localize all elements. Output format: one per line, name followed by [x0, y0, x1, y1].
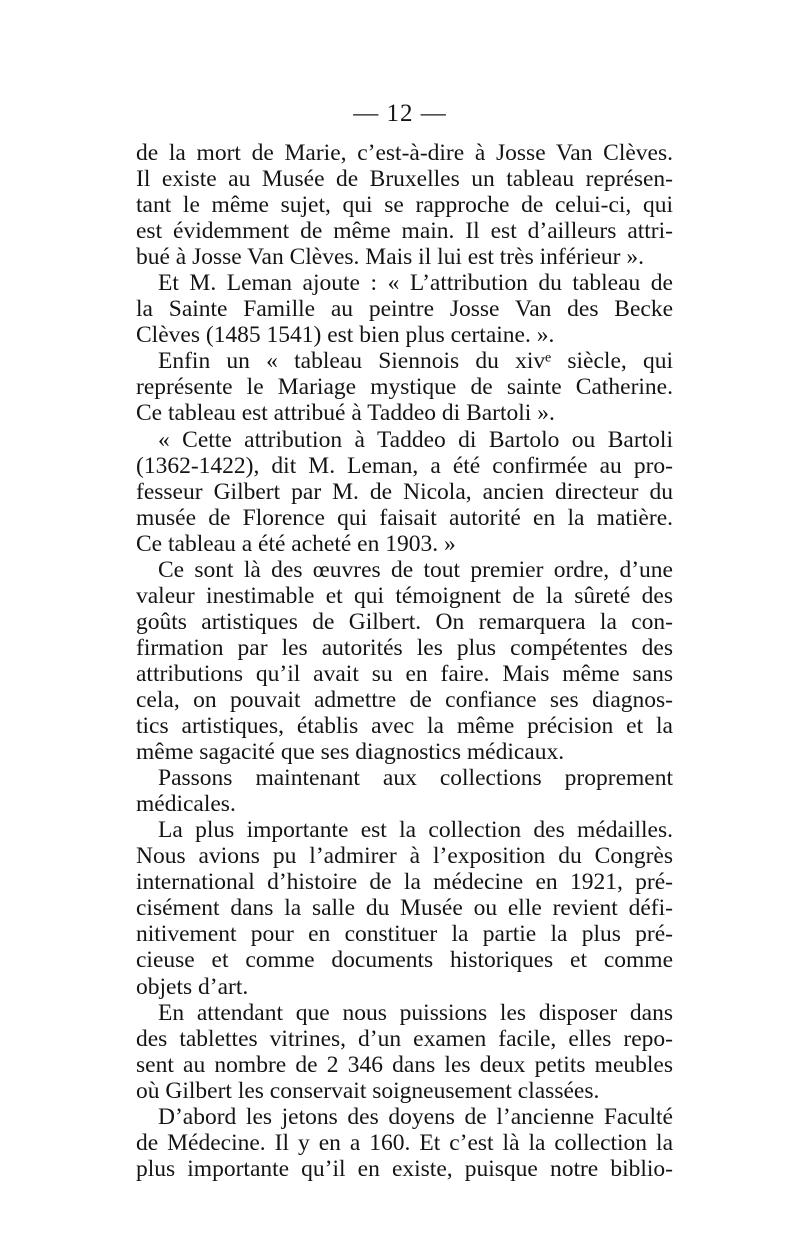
text-line: sent au nombre de 2 346 dans les deux petits meubles	[136, 1051, 673, 1078]
text-line: où Gilbert les conservait soigneusement classées.	[136, 1077, 600, 1104]
text-line: Enfin un « tableau Siennois du xivᵉ siècle, qui	[158, 348, 673, 375]
text-line: firmation par les autorités les plus compétentes des	[136, 634, 673, 661]
text-line: des tablettes vitrines, d’un examen facile, elles repo-	[136, 1025, 673, 1052]
text-line: musée de Florence qui faisait autorité en la matière.	[136, 504, 673, 531]
text-line: En attendant que nous puissions les disposer dans	[158, 999, 673, 1026]
text-line: « Cette attribution à Taddeo di Bartolo ou Bartoli	[158, 426, 673, 453]
text-line: Nous avions pu l’admirer à l’exposition du Congrès	[136, 843, 673, 870]
text-line: (1362-1422), dit M. Leman, a été confirmée au pro-	[136, 452, 673, 479]
body-text	[136, 140, 673, 1182]
text-line: goûts artistiques de Gilbert. On remarquera la con-	[136, 608, 673, 635]
text-line: D’abord les jetons des doyens de l’ancienne Faculté	[158, 1103, 673, 1130]
text-line: Ce tableau est attribué à Taddeo di Bartoli ».	[136, 400, 555, 427]
text-line: nitivement pour en constituer la partie la plus pré-	[136, 921, 673, 948]
text-line: international d’histoire de la médecine en 1921, pré-	[136, 869, 673, 896]
text-line: la Sainte Famille au peintre Josse Van des Becke	[136, 296, 673, 323]
text-line: Clèves (1485 1541) est bien plus certaine. ».	[136, 322, 555, 349]
text-line: de Médecine. Il y en a 160. Et c’est là la collection la	[136, 1129, 673, 1156]
text-line: Ce tableau a été acheté en 1903. »	[136, 530, 456, 557]
text-line: même sagacité que ses diagnostics médicaux.	[136, 739, 565, 766]
text-line: Et M. Leman ajoute : « L’attribution du tableau de	[158, 270, 673, 297]
text-line: cisément dans la salle du Musée ou elle revient défi-	[136, 895, 673, 922]
text-line: médicales.	[136, 791, 236, 818]
text-line: représente le Mariage mystique de sainte Catherine.	[136, 374, 673, 401]
text-line: tant le même sujet, qui se rapproche de celui-ci, qui	[136, 192, 673, 219]
text-line: est évidemment de même main. Il est d’ailleurs attri-	[136, 218, 673, 245]
text-line: plus importante qu’il en existe, puisque notre biblio-	[136, 1155, 673, 1182]
text-line: tics artistiques, établis avec la même précision et la	[136, 713, 673, 740]
text-line: Passons maintenant aux collections proprement	[158, 765, 673, 792]
text-line: objets d’art.	[136, 973, 249, 1000]
text-line: de la mort de Marie, c’est-à-dire à Josse Van Clèves.	[136, 140, 673, 166]
text-line: cela, on pouvait admettre de confiance ses diagnos-	[136, 686, 673, 713]
text-line: Ce sont là des œuvres de tout premier ordre, d’une	[158, 556, 673, 583]
text-line: La plus importante est la collection des médailles.	[158, 817, 673, 844]
text-line: cieuse et comme documents historiques et comme	[136, 947, 673, 974]
text-line: fesseur Gilbert par M. de Nicola, ancien directeur du	[136, 478, 673, 505]
text-line: Il existe au Musée de Bruxelles un tableau représen-	[136, 166, 673, 193]
text-line: bué à Josse Van Clèves. Mais il lui est très inférieur ».	[136, 244, 644, 271]
text-line: attributions qu’il avait su en faire. Mais même sans	[136, 660, 673, 687]
page-number: — 12 —	[353, 100, 447, 127]
text-line: valeur inestimable et qui témoignent de la sûreté des	[136, 582, 673, 609]
